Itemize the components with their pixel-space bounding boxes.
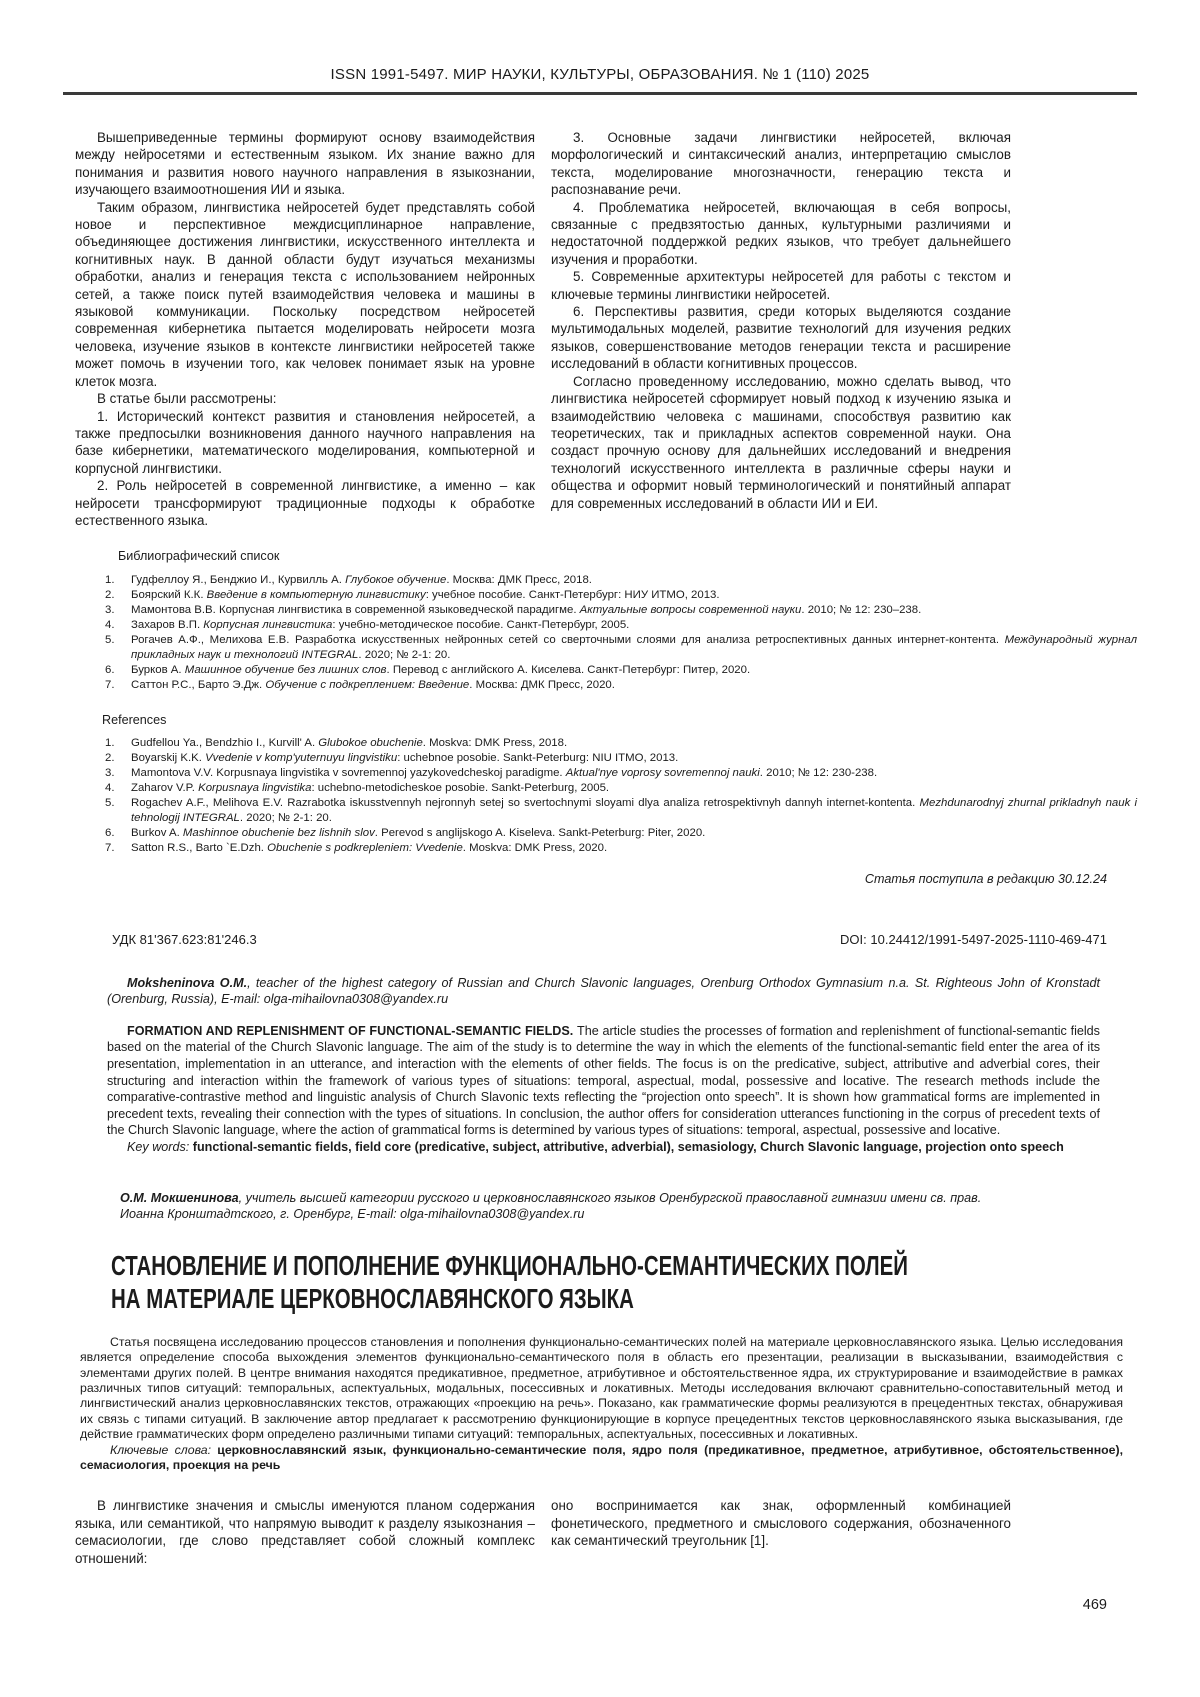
article-column-left xyxy=(75,129,535,529)
reference-item xyxy=(102,736,1137,751)
paragraph: В статье были рассмотрены: xyxy=(97,391,277,407)
bibliography-item xyxy=(102,603,1137,618)
header-rule xyxy=(63,92,1137,95)
english-block xyxy=(107,975,1100,1156)
item-number: 7. xyxy=(105,678,115,691)
item-number: 5. xyxy=(105,633,115,646)
item-text: Мамонтова В.В. Корпусная лингвистика в современной языковедческой парадигме. Актуальные вопросы современной науки. 2010; № 12: 230–238. xyxy=(131,604,922,617)
bibliography-item xyxy=(102,678,1137,693)
item-number: 1. xyxy=(105,574,115,587)
bibliography-list xyxy=(102,573,1137,692)
article-text-start xyxy=(75,1497,1011,1567)
article-column-right xyxy=(551,129,1011,529)
item-text: Гудфеллоу Я., Бенджио И., Курвилль А. Глубокое обучение. Москва: ДМК Пресс, 2018. xyxy=(131,574,592,587)
references-section xyxy=(102,713,1137,856)
item-number: 1. xyxy=(105,737,115,750)
reference-item xyxy=(102,766,1137,781)
item-text: Gudfellou Ya., Bendzhio I., Kurvill' A. Glubokoe obuchenie. Moskva: DMK Press, 2018. xyxy=(131,737,568,750)
item-text: Захаров В.П. Корпусная лингвистика: учебно-методическое пособие. Санкт-Петербург, 2005. xyxy=(131,618,630,631)
bibliography-heading: Библиографический список xyxy=(118,549,280,564)
item-text: Mamontova V.V. Korpusnaya lingvistika v sovremennoj yazykovedcheskoj paradigme. Aktual'nye voprosy sovremennoj nauki. 2010; № 12: 230-238. xyxy=(131,767,878,780)
paragraph: оно воспринимается как знак, оформленный комбинацией фонетического, предметного и смыслового содержания, обозначенного как семантический треугольник [1]. xyxy=(551,1498,1011,1549)
meta-row xyxy=(112,932,1107,947)
item-number: 6. xyxy=(105,826,115,839)
russian-author-block xyxy=(120,1190,987,1223)
item-text: Boyarskij K.K. Vvedenie v komp'yuternuyu lingvistiku: uchebnoe posobie. Sankt-Peterburg: NIU ITMO, 2013. xyxy=(131,752,679,765)
item-text: Саттон Р.С., Барто Э.Дж. Обучение с подкреплением: Введение. Москва: ДМК Пресс, 2020. xyxy=(131,678,615,691)
references-heading: References xyxy=(102,712,167,727)
author-line-ru: О.М. Мокшенинова, учитель высшей категории русского и церковнославянского языков Оренбургской православной гимназии имени св. прав. Иоанна Кронштадтского, г. Оренбург, E-mail: olga-mihailovna0308@yandex.ru xyxy=(120,1190,982,1222)
paragraph: 1. Исторический контекст развития и становления нейросетей, а также предпосылки возникновения данного научного направления на базе кибернетики, математического моделирования, компьютерной и корпусной лингвистики. xyxy=(75,408,535,476)
reference-item xyxy=(102,796,1137,826)
item-number: 3. xyxy=(105,604,115,617)
paragraph: 6. Перспективы развития, среди которых выделяются создание мультимодальных моделей, развитие технологий для изучения редких языков, совершенствование методов генерации текста и расширение исследований в области когнитивных процессов. xyxy=(551,304,1011,372)
item-number: 3. xyxy=(105,767,115,780)
item-text: Zaharov V.P. Korpusnaya lingvistika: uchebno-metodicheskoe posobie. Sankt-Peterburg, 2005. xyxy=(131,782,610,795)
item-number: 2. xyxy=(105,589,115,602)
author-line-en: Moksheninova O.M., teacher of the highest category of Russian and Church Slavonic languages, Orenburg Orthodox Gymnasium n.a. St. Righteous John of Kronstadt (Orenburg, Russia), E-mail: olga-mihailovna0308@yandex.ru xyxy=(107,975,1100,1007)
journal-header-line: ISSN 1991-5497. МИР НАУКИ, КУЛЬТУРЫ, ОБРАЗОВАНИЯ. № 1 (110) 2025 xyxy=(330,66,870,83)
article-title-line: НА МАТЕРИАЛЕ ЦЕРКОВНОСЛАВЯНСКОГО ЯЗЫКА xyxy=(111,1282,634,1314)
paragraph: Согласно проведенному исследованию, можно сделать вывод, что лингвистика нейросетей сформирует новый подход к изучению языка и взаимодействию человека с машинами, способствуя развитию как теоретических, так и прикладных аспектов современной науки. Она создаст прочную основу для дальнейших исследований и внедрения технологий искусственного интеллекта в различные сферы науки и общества и оформит новый терминологический и понятийный аппарат для современных исследований в области ИИ и ЕИ. xyxy=(551,373,1011,511)
item-text: Боярский К.К. Введение в компьютерную лингвистику: учебное пособие. Санкт-Петербург: НИУ ИТМО, 2013. xyxy=(131,589,720,602)
abstract-ru: Статья посвящена исследованию процессов становления и пополнения функционально-семантических полей на материале церковнославянского языка. Целью исследования является определение способа выхождения элементов функционально-семантического поля в область его презентации, реализации в высказывании, взаимодействия с элементами других полей. В центре внимания находятся предикативное, предметное, атрибутивное и обстоятельственное ядра, их структурирование и взаимодействие в рамках различных типов ситуаций: темпоральных, аспектуальных, модальных, посессивных и локативных. Методы исследования включают сравнительно-сопоставительный метод и лингвистический анализ церковнославянских текстов, отражающих «проекцию на речь». Показано, как грамматические формы реализуются в прецедентных текстах, обнаруживая их связь с типами ситуаций. В заключение автор предлагает к рассмотрению функционирующие в корпусе прецедентных текстов церковнославянского языка высказывания, где действие грамматических форм определено различными типами ситуаций: темпоральных, аспектуальных, посессивных и локативных. xyxy=(80,1334,1123,1442)
keywords-ru: Ключевые слова: церковнославянский язык, функционально-семантические поля, ядро поля (предикативное, предметное, атрибутивное, обстоятельственное), семасиология, проекция на речь xyxy=(80,1442,1123,1473)
paragraph: 4. Проблематика нейросетей, включающая в себя вопросы, связанные с предвзятостью данных, культурными различиями и недостаточной поддержкой редких языков, что требует дальнейшего изучения и проработки. xyxy=(551,199,1011,267)
abstract-en: FORMATION AND REPLENISHMENT OF FUNCTIONAL-SEMANTIC FIELDS. The article studies the processes of formation and replenishment of functional-semantic fields based on the material of the Church Slavonic language. The aim of the study is to determine the way in which the elements of the functional-semantic field enter the area of its presentation, implementation in an utterance, and interaction with the elements of other fields. The focus is on the predicative, subject, attributive and adverbial cores, their structuring and interaction within the framework of various types of situations: temporal, aspectual, modal, possessive and locative. The research methods include the comparative-contrastive method and linguistic analysis of Church Slavonic texts reflecting the “projection onto speech”. It is shown how grammatical forms are implemented in precedent texts, revealing their connection with the types of situations. In conclusion, the author offers for consideration utterances functioning in the corpus of precedent texts of the Church Slavonic language, where the action of grammatical forms is determined by various types of situations: temporal, aspectual, possessive and locative. xyxy=(107,1023,1100,1138)
paragraph: 2. Роль нейросетей в современной лингвистике, а именно – как нейросети трансформируют традиционные подходы к обработке естественного языка. xyxy=(75,478,535,528)
article-column-right xyxy=(551,1497,1011,1567)
item-text: Satton R.S., Barto `E.Dzh. Obuchenie s podkrepleniem: Vvedenie. Moskva: DMK Press, 2020. xyxy=(131,841,608,854)
article-title-line: СТАНОВЛЕНИЕ И ПОПОЛНЕНИЕ ФУНКЦИОНАЛЬНО-СЕМАНТИЧЕСКИХ ПОЛЕЙ xyxy=(111,1249,908,1281)
item-number: 5. xyxy=(105,797,115,810)
item-number: 6. xyxy=(105,663,115,676)
item-text: Бурков А. Машинное обучение без лишних слов. Перевод с английского А. Киселева. Санкт-Петербург: Питер, 2020. xyxy=(131,663,751,676)
paragraph: В лингвистике значения и смыслы именуются планом содержания языка, или семантикой, что напрямую выводит к разделу языкознания – семасиологии, где слово представляет собой сложный комплекс отношений: xyxy=(75,1498,535,1566)
bibliography-item xyxy=(102,573,1137,588)
item-text: Рогачев А.Ф., Мелихова Е.В. Разработка искусственных нейронных сетей со сверточными слоями для анализа ретроспективных данных интернет-контента. Международный журнал прикладных наук и технологий INTEGRAL. 2020; № 2-1: 20. xyxy=(131,633,1137,661)
item-text: Rogachev A.F., Melihova E.V. Razrabotka iskusstvennyh nejronnyh setej so svertochnymi sloyami dlya analiza retrospektivnyh dannyh internet-kontenta. Mezhdunarodnyj zhurnal prikladnyh nauk i tehnologij INTEGRAL. 2020; № 2-1: 20. xyxy=(131,797,1138,824)
paragraph: Вышеприведенные термины формируют основу взаимодействия между нейросетями и естественным языком. Их знание важно для понимания и развития нового научного направления в языкознании, изучающего взаимоотношения ИИ и языка. xyxy=(75,130,535,198)
received-note: Статья поступила в редакцию 30.12.24 xyxy=(864,871,1107,886)
bibliography-item xyxy=(102,618,1137,633)
bibliography-section xyxy=(102,549,1137,692)
article-title xyxy=(111,1249,908,1315)
article-column-left xyxy=(75,1497,535,1567)
keywords-en: Key words: functional-semantic fields, field core (predicative, subject, attributive, adverbial), semasiology, Church Slavonic language, projection onto speech xyxy=(127,1140,1064,1154)
paragraph: 5. Современные архитектуры нейросетей для работы с текстом и ключевые термины лингвистики нейросетей. xyxy=(551,269,1011,302)
reference-item xyxy=(102,781,1137,796)
item-text: Burkov A. Mashinnoe obuchenie bez lishnih slov. Perevod s anglijskogo A. Kiseleva. Sankt-Peterburg: Piter, 2020. xyxy=(131,826,706,839)
reference-item xyxy=(102,751,1137,766)
article-text-top xyxy=(75,129,1011,529)
reference-item xyxy=(102,826,1137,841)
paragraph: 3. Основные задачи лингвистики нейросетей, включая морфологический и синтаксический анализ, интерпретацию смыслов текста, моделирование многозначности, генерацию текста и распознавание речи. xyxy=(551,130,1011,198)
item-number: 4. xyxy=(105,618,115,631)
item-number: 7. xyxy=(105,841,115,854)
bibliography-item xyxy=(102,663,1137,678)
page-number: 469 xyxy=(1082,1597,1107,1614)
page-header xyxy=(63,66,1137,95)
item-number: 2. xyxy=(105,752,115,765)
references-list xyxy=(102,736,1137,855)
item-number: 4. xyxy=(105,782,115,795)
bibliography-item xyxy=(102,588,1137,603)
reference-item xyxy=(102,841,1137,856)
bibliography-item xyxy=(102,633,1137,663)
udc-code: УДК 81'367.623:81'246.3 xyxy=(112,931,257,947)
russian-abstract-block xyxy=(80,1335,1123,1474)
paragraph: Таким образом, лингвистика нейросетей будет представлять собой новое и перспективное междисциплинарное направление, объединяющее достижения лингвистики, искусственного интеллекта и когнитивных наук. В данной области будут изучаться механизмы обработки, анализ и генерация текста с использованием нейронных сетей, а также поиск путей взаимодействия человека и машины в языковой коммуникации. Поскольку посредством нейросетей современная кибернетика пытается моделировать нейросети мозга человека, изучение языков в контексте лингвистики нейросетей также может помочь в изучении того, как человек понимает язык на уровне клеток мозга. xyxy=(75,199,535,389)
doi: DOI: 10.24412/1991-5497-2025-1110-469-471 xyxy=(840,931,1107,947)
